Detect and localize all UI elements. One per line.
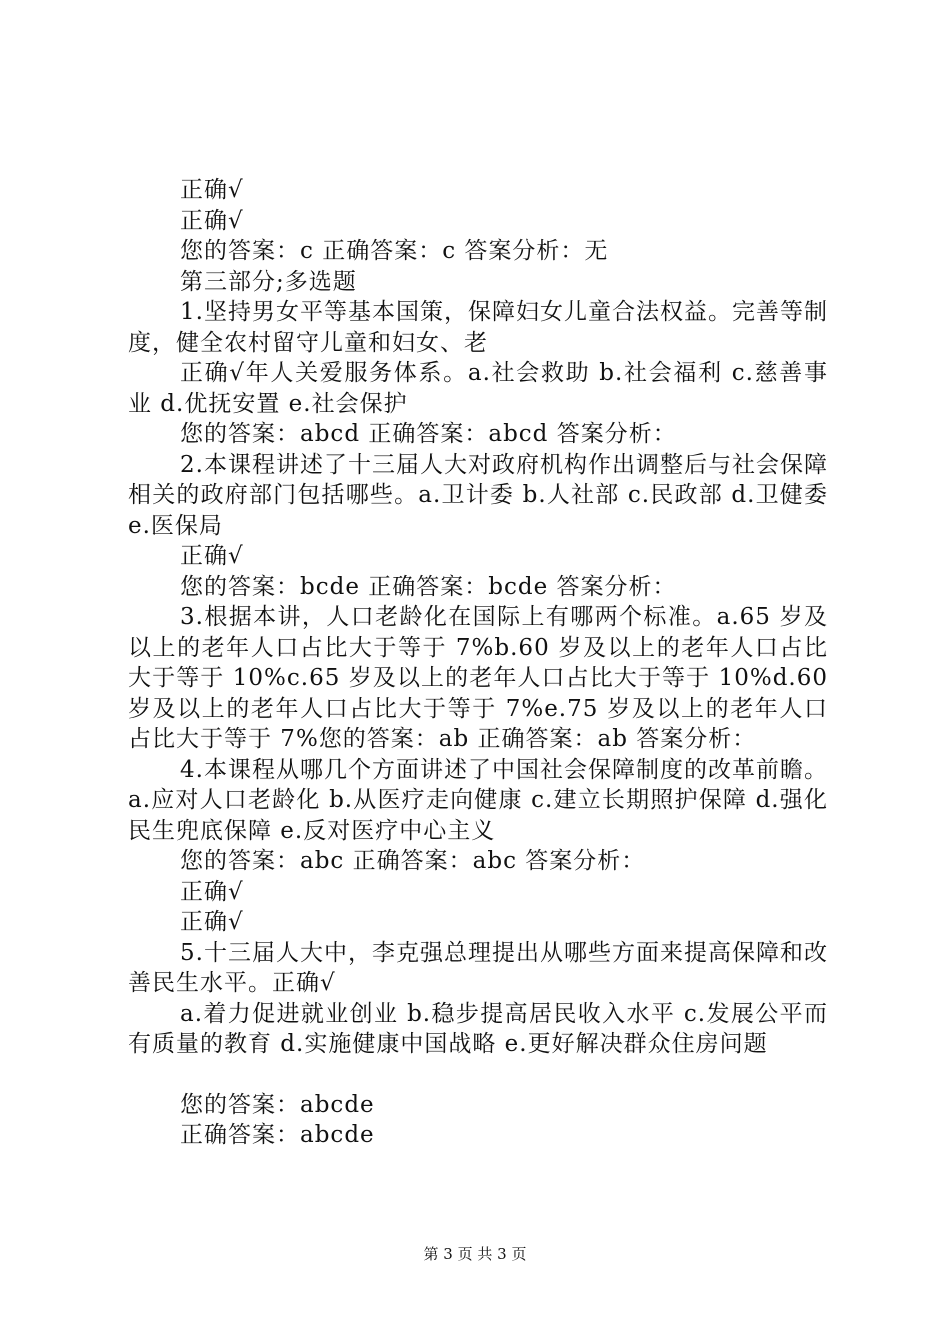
paragraph: 正确√ [180,909,244,935]
question-5: 5.十三届人大中，李克强总理提出从哪些方面来提高保障和改善民生水平。正确√ [128,939,828,996]
options-line: a.着力促进就业创业 b.稳步提高居民收入水平 c.发展公平而有质量的教育 d.实施健康中国战略 e.更好解决群众住房问题 [128,1000,828,1057]
question-2: 2.本课程讲述了十三届人大对政府机构作出调整后与社会保障相关的政府部门包括哪些。a.卫计委 b.人社部 c.民政部 d.卫健委 e.医保局 [128,451,828,539]
paragraph: 正确√ [180,207,244,234]
paragraph: 正确√年人关爱服务体系。a.社会救助 b.社会福利 c.慈善事业 d.优抚安置 e.社会保护 [128,360,828,417]
answer-line: 您的答案：abc 正确答案：abc 答案分析： [180,848,646,874]
question-3: 3.根据本讲，人口老龄化在国际上有哪两个标准。a.65 岁及以上的老年人口占比大于等于 7%b.60 岁及以上的老年人口占比大于等于 10%c.65 岁及以上的老年人口占比大于等于 10%d.60 岁及以上的老年人口占比大于等于 7%e.75 岁及以上的老年人口占比大于等于 7%您的答案：ab 正确答案：ab 答案分析： [128,604,828,752]
document-body [128,175,828,1151]
page-footer: 第 3 页 共 3 页 [423,1245,527,1263]
paragraph: 正确√ [180,543,244,569]
spacer [128,1060,828,1090]
paragraph: 正确√ [180,177,244,203]
answer-line: 您的答案：abcd 正确答案：abcd 答案分析： [180,421,677,447]
correct-answer-line: 正确答案：abcde [180,1122,375,1148]
paragraph: 正确√ [180,878,244,905]
question-1: 1.坚持男女平等基本国策，保障妇女儿童合法权益。完善等制度，健全农村留守儿童和妇女、老 [128,299,828,356]
answer-line: 您的答案：bcde 正确答案：bcde 答案分析： [180,573,677,600]
your-answer-line: 您的答案：abcde [180,1091,375,1118]
question-4: 4.本课程从哪几个方面讲述了中国社会保障制度的改革前瞻。a.应对人口老龄化 b.从医疗走向健康 c.建立长期照护保障 d.强化民生兜底保障 e.反对医疗中心主义 [128,756,828,844]
paragraph: 您的答案：c 正确答案：c 答案分析：无 [180,238,609,264]
section-heading: 第三部分;多选题 [180,268,357,295]
